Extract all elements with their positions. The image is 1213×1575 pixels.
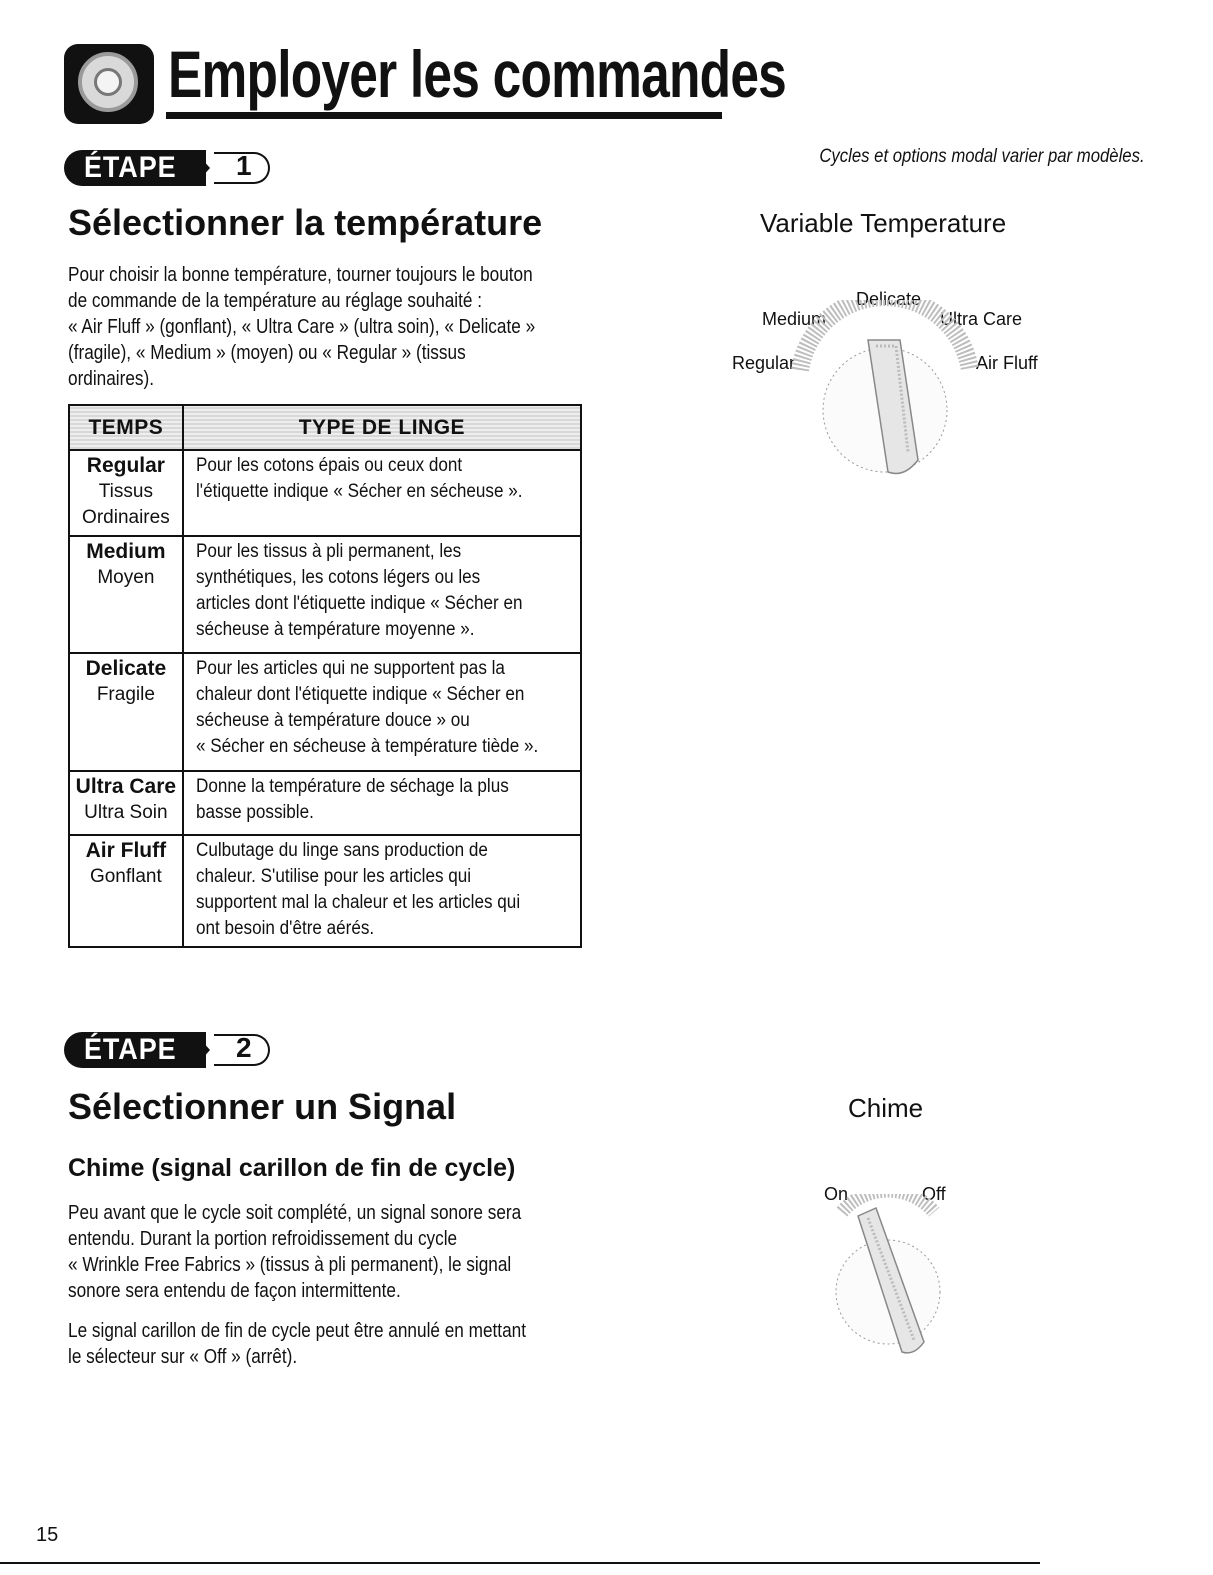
footer-rule: [0, 1562, 1040, 1564]
row-description: Pour les cotons épais ou ceux dont: [195, 455, 462, 476]
row-description: ont besoin d'être aérés.: [195, 918, 374, 939]
paragraph-line: Le signal carillon de fin de cycle peut être annulé en mettant: [68, 1320, 527, 1342]
setting-subname: Tissus: [98, 481, 153, 502]
step-number: 2: [236, 1032, 252, 1063]
paragraph-line: entendu. Durant la portion refroidissement du cycle: [68, 1228, 458, 1250]
row-description: chaleur dont l'étiquette indique « Sécher en: [195, 684, 525, 705]
step-2-title: Sélectionner un Signal: [68, 1086, 457, 1127]
setting-name: Regular: [86, 454, 165, 477]
row-description: sécheuse à température moyenne ».: [195, 619, 475, 640]
page-number: 15: [36, 1524, 59, 1546]
chime-title: Chime: [848, 1093, 924, 1123]
row-description: l'étiquette indique « Sécher en sécheuse ».: [195, 481, 523, 502]
row-description: articles dont l'étiquette indique « Sécher en: [195, 593, 523, 614]
setting-subname: Ultra Soin: [84, 802, 168, 823]
row-description: Culbutage du linge sans production de: [195, 840, 488, 861]
dial-label-delicate: Delicate: [856, 289, 922, 309]
intro-line: de commande de la température au réglage souhaité :: [68, 290, 483, 312]
step-badge-label: ÉTAPE: [84, 1033, 177, 1066]
table-header-type: TYPE DE LINGE: [183, 405, 581, 450]
page-title: Employer les commandes: [168, 37, 787, 111]
chime-paragraph-1: [68, 1200, 588, 1304]
step-1-badge: [64, 150, 272, 186]
table-header-temps: TEMPS: [69, 405, 183, 450]
chime-subtitle: Chime (signal carillon de fin de cycle): [68, 1154, 516, 1182]
step-number: 1: [236, 150, 252, 181]
row-description: « Sécher en sécheuse à température tiède ».: [195, 736, 538, 757]
row-description: synthétiques, les cotons légers ou les: [195, 567, 480, 588]
intro-line: ordinaires).: [68, 368, 155, 390]
row-description: Pour les articles qui ne supportent pas la: [195, 658, 505, 679]
step-badge-label: ÉTAPE: [84, 151, 177, 184]
step-1-intro: [68, 262, 588, 392]
setting-subname: Ordinaires: [82, 507, 170, 528]
step-2-badge: [64, 1032, 272, 1068]
intro-line: (fragile), « Medium » (moyen) ou « Regular » (tissus: [68, 342, 466, 364]
variable-temperature-title: Variable Temperature: [760, 208, 1007, 238]
setting-subname: Gonflant: [89, 866, 162, 887]
setting-subname: Moyen: [97, 567, 155, 588]
models-note: Cycles et options modal varier par modèles.: [819, 146, 1145, 167]
title-underline: [166, 112, 722, 119]
dial-label-on: On: [824, 1184, 849, 1204]
row-description: Donne la température de séchage la plus: [195, 776, 509, 797]
paragraph-line: « Wrinkle Free Fabrics » (tissus à pli permanent), le signal: [68, 1254, 512, 1276]
chime-dial-knob[interactable]: [824, 1194, 954, 1364]
dial-label-air-fluff: Air Fluff: [976, 353, 1038, 373]
row-description: supportent mal la chaleur et les articles qui: [195, 892, 520, 913]
row-description: basse possible.: [195, 802, 314, 823]
row-description: chaleur. S'utilise pour les articles qui: [195, 866, 471, 887]
table-row: [69, 771, 581, 835]
row-description: Pour les tissus à pli permanent, les: [195, 541, 461, 562]
paragraph-line: Peu avant que le cycle soit complété, un signal sonore sera: [68, 1202, 522, 1224]
dial-label-regular: Regular: [732, 353, 796, 373]
paragraph-line: le sélecteur sur « Off » (arrêt).: [68, 1346, 298, 1368]
setting-subname: Fragile: [96, 684, 155, 705]
chime-paragraph-2: [68, 1318, 588, 1370]
table-row: [69, 450, 581, 536]
intro-line: « Air Fluff » (gonflant), « Ultra Care » (ultra soin), « Delicate »: [68, 316, 536, 338]
temperature-table: [68, 404, 582, 948]
dial-label-off: Off: [922, 1184, 946, 1204]
paragraph-line: sonore sera entendu de façon intermittente.: [68, 1280, 401, 1302]
setting-name: Delicate: [85, 657, 167, 680]
step-1-title: Sélectionner la température: [68, 202, 543, 243]
setting-name: Ultra Care: [75, 775, 177, 798]
table-row: [69, 835, 581, 947]
setting-name: Medium: [86, 540, 166, 563]
table-row: [69, 653, 581, 771]
setting-name: Air Fluff: [85, 839, 167, 862]
dial-label-medium: Medium: [762, 309, 827, 329]
table-row: [69, 536, 581, 653]
dial-logo-icon: [64, 44, 154, 124]
intro-line: Pour choisir la bonne température, tourner toujours le bouton: [68, 264, 533, 286]
temperature-dial-knob[interactable]: [780, 300, 990, 490]
dial-label-ultra-care: Ultra Care: [940, 309, 1023, 329]
row-description: sécheuse à température douce » ou: [195, 710, 470, 731]
